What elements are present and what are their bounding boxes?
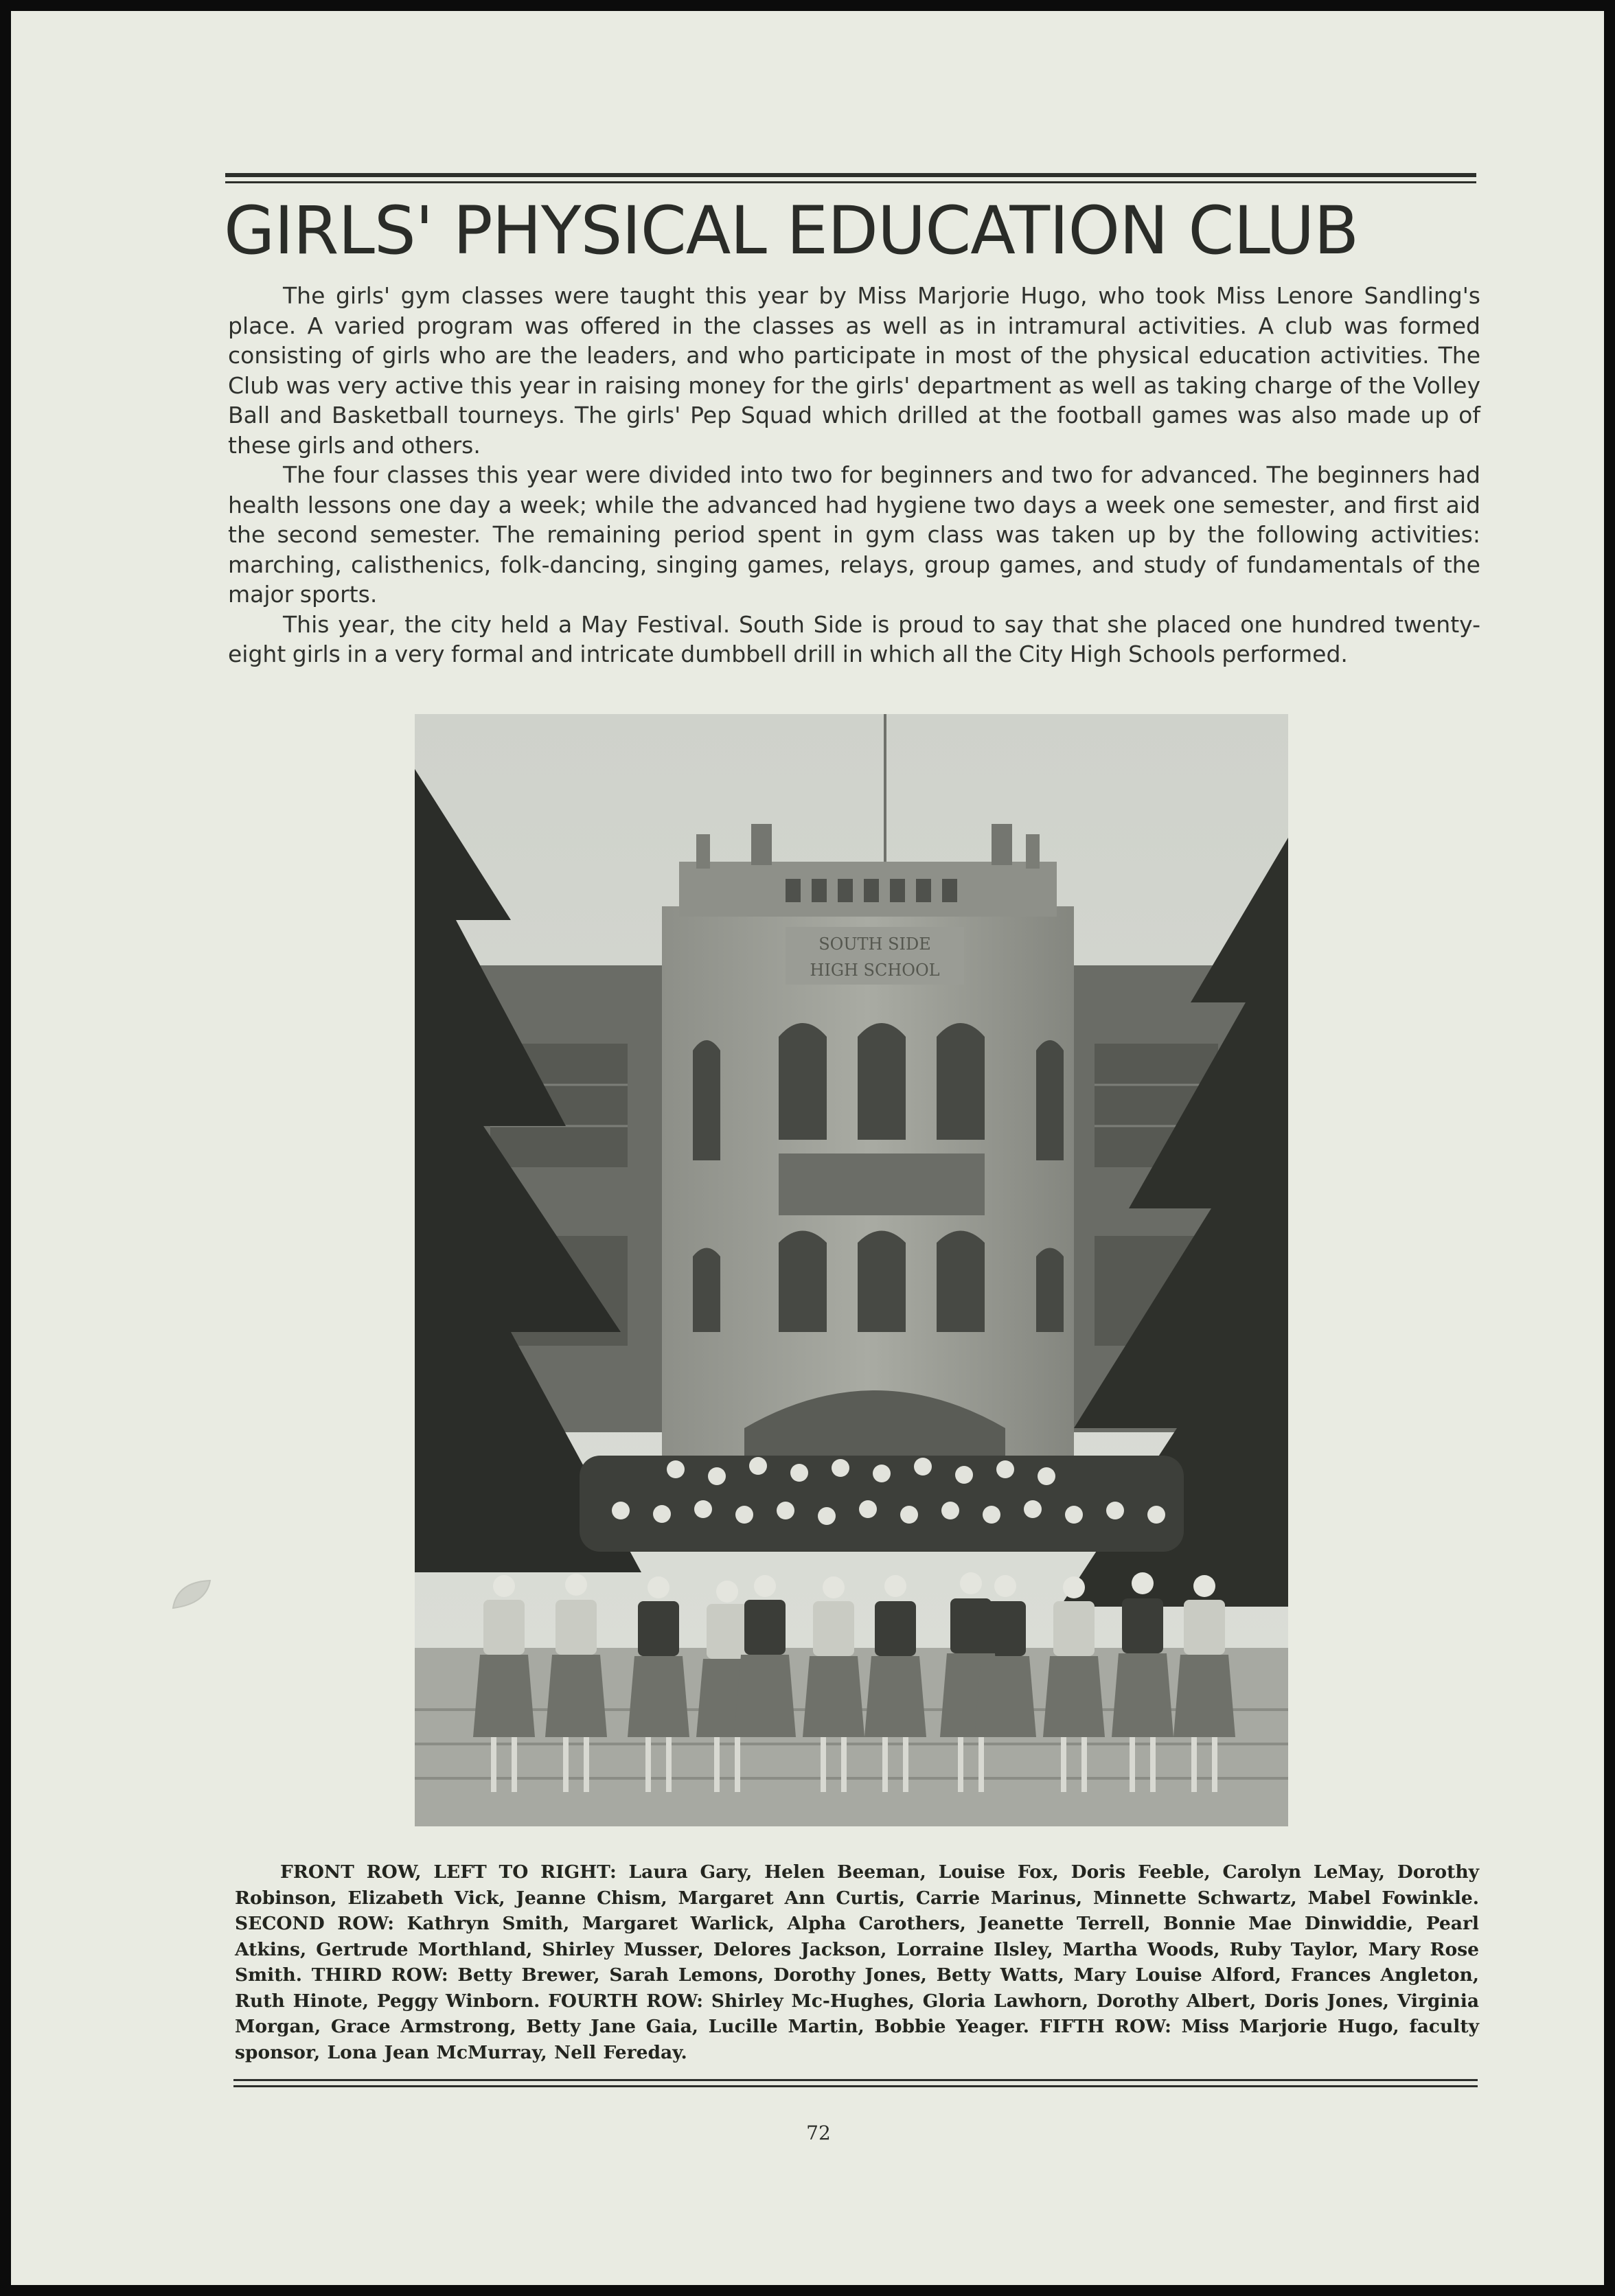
top-double-rule [225,173,1476,183]
inscription-line-2: HIGH SCHOOL [810,961,940,980]
photo-caption [235,1859,1479,2065]
paragraph-1: The girls' gym classes were taught this year by Miss Marjorie Hugo, who took Miss Lenore Sandling's place. A varied program was offered in the classes as well as in intramural activities. A club was formed consisting of girls who are the leaders, and who participate in most of the physical education activities. The Club was very active this year in raising money for the girls' department as well as taking charge of the Volley Ball and Basketball tourneys. The girls' Pep Squad which drilled at the football games was also made up of these girls and others. [228,282,1480,459]
article-body [228,281,1480,669]
inscription-line-1: SOUTH SIDE [818,934,931,954]
paragraph-3: This year, the city held a May Festival. South Side is proud to say that she placed one hundred twenty-eight girls in a very formal and intricate dumbbell drill in which all the City High Schools performed. [228,610,1480,667]
leaf-stain-icon [170,1578,213,1612]
paragraph-2: The four classes this year were divided into two for beginners and two for advanced. The beginners had health lessons one day a week; while the advanced had hygiene two days a week one semester, and first aid the second semester. The remaining period spent in gym class was taken up by the following activities: marching, calisthenics, folk-dancing, singing games, relays, group games, and study of fundamentals of the major sports. [228,461,1480,608]
yearbook-page [11,11,1604,2285]
caption-text: FRONT ROW, LEFT TO RIGHT: Laura Gary, Helen Beeman, Louise Fox, Doris Feeble, Carolyn LeMay, Dorothy Robinson, Elizabeth Vick, Jeanne Chism, Margaret Ann Curtis, Carrie Marinus, Minnette Schwartz, Mabel Fowinkle. SECOND ROW: Kathryn Smith, Margaret Warlick, Alpha Carothers, Jeanette Terrell, Bonnie Mae Dinwiddie, Pearl Atkins, Gertrude Morthland, Shirley Musser, Delores Jackson, Lorraine Ilsley, Martha Woods, Ruby Taylor, Mary Rose Smith. THIRD ROW: Betty Brewer, Sarah Lemons, Dorothy Jones, Betty Watts, Mary Louise Alford, Frances Angleton, Ruth Hinote, Peggy Winborn. FOURTH ROW: Shirley Mc-Hughes, Gloria Lawhorn, Dorothy Albert, Doris Jones, Virginia Morgan, Grace Armstrong, Betty Jane Gaia, Lucille Martin, Bobbie Yeager. FIFTH ROW: Miss Marjorie Hugo, faculty sponsor, Lona Jean McMurray, Nell Fereday. [235,1861,1479,2063]
bottom-double-rule [233,2079,1478,2087]
page-number: 72 [806,2122,831,2144]
page-title: GIRLS' PHYSICAL EDUCATION CLUB [224,192,1359,269]
group-photo [415,714,1288,1826]
